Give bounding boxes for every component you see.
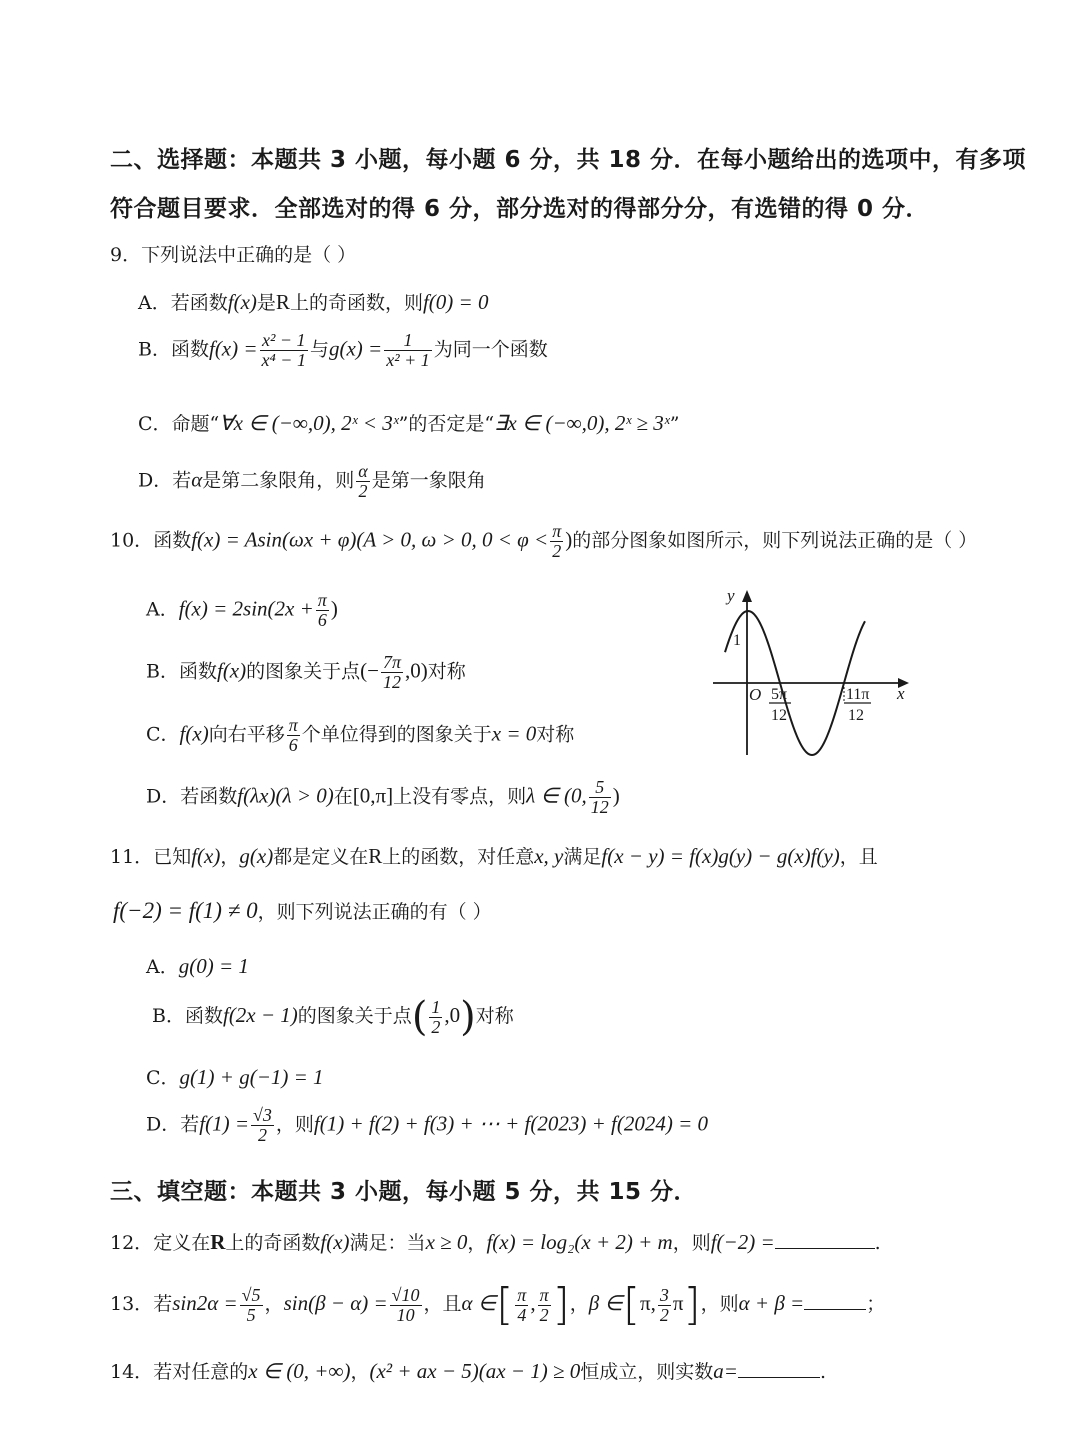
math: f(x) — [179, 721, 209, 746]
text: 已知 — [153, 846, 192, 868]
text: 若 — [153, 1293, 173, 1315]
denominator: 2 — [552, 540, 562, 561]
fraction — [381, 653, 403, 692]
question-12 — [110, 1228, 881, 1255]
right-bracket-icon: ] — [683, 1279, 701, 1330]
text: ”的否定是“ — [398, 413, 495, 435]
math: g(x) — [239, 844, 274, 868]
fraction — [550, 522, 563, 561]
question-number: 10． — [110, 529, 154, 552]
text: 是 — [256, 292, 276, 314]
question-number: 14． — [110, 1361, 154, 1383]
left-bracket-icon: [ — [496, 1279, 514, 1330]
q11-option-b — [152, 994, 514, 1040]
numerator: 1 — [384, 331, 432, 351]
question-9-stem: 9．下列说法中正确的是（ ） — [110, 244, 357, 266]
denominator: 10 — [396, 1304, 415, 1325]
text: 若对任意的 — [153, 1361, 249, 1383]
section-2-heading: 二、选择题：本题共 3 小题，每小题 6 分，共 18 分．在每小题给出的选项中，有多项 — [110, 147, 1027, 173]
text: ” — [669, 413, 680, 435]
fraction — [390, 1286, 422, 1325]
denominator: 6 — [317, 609, 327, 630]
fraction — [251, 1106, 274, 1145]
denominator: 4 — [517, 1304, 527, 1325]
text: 若 — [180, 1113, 200, 1136]
text: ，且 — [839, 846, 878, 868]
math: π, — [639, 1291, 656, 1315]
question-10-stem — [110, 522, 977, 561]
option-label: B． — [152, 1005, 185, 1027]
math: f(x) = 2sin(2x + — [178, 596, 314, 621]
fraction — [316, 591, 329, 630]
math: sin(β − α) = — [283, 1291, 388, 1315]
math: [0,π] — [352, 783, 394, 808]
text: 对称 — [536, 723, 575, 746]
text: 个单位得到的图象关于 — [301, 723, 492, 746]
denominator: 2 — [659, 1304, 669, 1325]
math: g(0) = 1 — [178, 954, 249, 978]
math: ,0 — [444, 1003, 461, 1027]
denominator: 2 — [257, 1124, 267, 1145]
text: 上的奇函数 — [225, 1232, 321, 1254]
denominator: x² + 1 — [386, 349, 430, 370]
math: β ∈ — [588, 1291, 623, 1315]
text: 的图象关于点 — [297, 1005, 412, 1027]
text: 对称 — [427, 660, 466, 683]
numerator: 1 — [431, 996, 441, 1017]
numerator: π — [288, 715, 298, 735]
text: 若函数 — [170, 292, 228, 314]
math: f(x) — [320, 1230, 350, 1254]
text: ， — [569, 1293, 589, 1315]
comma: , — [530, 1291, 536, 1315]
numerator: √10 — [391, 1284, 420, 1305]
numerator: x² − 1 — [260, 331, 308, 351]
math: (− — [360, 658, 379, 683]
math: R — [210, 1230, 226, 1254]
left-bracket-icon: [ — [622, 1279, 640, 1330]
q11-option-d — [146, 1106, 708, 1145]
text: 定义在 — [153, 1232, 211, 1254]
math: f(λx)(λ > 0) — [237, 783, 334, 808]
text: 若 — [172, 469, 192, 492]
math: ∃x ∈ (−∞,0), 2ˣ ≥ 3ˣ — [494, 411, 670, 435]
numerator: √3 — [253, 1105, 272, 1125]
text: 与 — [309, 338, 329, 361]
numerator: π — [552, 521, 562, 541]
q10-option-c — [146, 716, 574, 755]
math: g(1) + g(−1) = 1 — [179, 1065, 324, 1089]
question-number: 13． — [110, 1293, 154, 1315]
y-label: y — [727, 586, 735, 605]
section-3-heading: 三、填空题：本题共 3 小题，每小题 5 分，共 15 分． — [110, 1179, 698, 1205]
fraction — [658, 1286, 671, 1325]
text: . — [819, 1361, 826, 1383]
math: f(2x − 1) — [222, 1003, 298, 1027]
q11-option-c — [146, 1063, 324, 1090]
math: a= — [713, 1359, 738, 1383]
text: 满足 — [563, 846, 602, 868]
text: 是第二象限角，则 — [202, 469, 355, 492]
math: g(x) = — [328, 336, 383, 361]
text: 恒成立，则实数 — [580, 1361, 714, 1383]
tick-5pi-numerator: 5π — [771, 686, 788, 703]
tick-11pi-denominator: 12 — [848, 707, 864, 724]
y-axis-arrow — [742, 590, 752, 602]
math: π — [672, 1291, 684, 1315]
math: λ ∈ (0, — [526, 783, 587, 808]
option-label: A． — [146, 598, 179, 621]
math: x ≥ 0 — [425, 1230, 468, 1254]
math: f(1) + f(2) + f(3) + ⋯ + f(2023) + f(2024) = 0 — [313, 1111, 709, 1136]
text: 为同一个函数 — [433, 338, 548, 361]
question-11-stem — [110, 842, 878, 869]
denominator: 5 — [246, 1304, 256, 1325]
option-label: D． — [146, 785, 181, 808]
q10-option-b — [146, 653, 466, 692]
math: R — [275, 290, 290, 314]
fraction — [356, 462, 369, 501]
math: x ∈ (0, +∞) — [248, 1359, 351, 1383]
text: 对称 — [475, 1005, 514, 1027]
option-label: A． — [146, 956, 179, 978]
numerator: 3 — [659, 1284, 669, 1305]
right-paren-icon: ) — [460, 994, 476, 1040]
text: ， — [220, 846, 240, 868]
math: (x² + ax − 5)(ax − 1) ≥ 0 — [369, 1359, 581, 1383]
origin-label: O — [749, 685, 762, 704]
text: 是第一象限角 — [371, 469, 486, 492]
fraction — [287, 716, 300, 755]
math: f(1) = — [199, 1111, 249, 1136]
denominator: 12 — [383, 671, 402, 692]
text: ，则下列说法正确的有（ ） — [257, 901, 492, 923]
text: ，则 — [672, 1232, 711, 1254]
numerator: π — [317, 590, 327, 610]
q10-option-d — [146, 778, 620, 817]
math: α + β = — [738, 1291, 805, 1315]
option-label: D． — [146, 1113, 181, 1136]
math: x, y — [534, 844, 564, 868]
option-label: A． — [138, 292, 171, 314]
text: ； — [866, 1293, 886, 1315]
text: ， — [264, 1293, 284, 1315]
tick-5pi-denominator: 12 — [771, 707, 787, 724]
math: ) — [565, 527, 573, 552]
question-number: 12． — [110, 1232, 154, 1254]
text: 在 — [333, 785, 353, 808]
fraction — [429, 998, 442, 1037]
question-13 — [110, 1279, 886, 1330]
option-label: B． — [146, 660, 179, 683]
denominator: x⁴ − 1 — [261, 349, 306, 370]
section-2-heading-cont: 符合题目要求．全部选对的得 6 分，部分选对的得部分分，有选错的得 0 分． — [110, 196, 930, 222]
numerator: π — [517, 1284, 527, 1305]
numerator: π — [539, 1284, 549, 1305]
text: ，则 — [700, 1293, 739, 1315]
q9-option-b — [138, 331, 548, 370]
option-label: C． — [146, 1067, 180, 1089]
math: f(x) — [191, 844, 221, 868]
math: f(0) = 0 — [422, 290, 489, 314]
option-label: C． — [146, 723, 180, 746]
left-paren-icon: ( — [411, 994, 428, 1040]
math: f(x) — [227, 290, 257, 314]
fraction — [240, 1286, 263, 1325]
numerator: 7π — [383, 652, 402, 672]
text: . — [874, 1232, 881, 1254]
q9-option-a — [138, 288, 488, 315]
text: 函数 — [178, 660, 217, 683]
text: 若函数 — [180, 785, 238, 808]
math: f(x) = log₂(x + 2) + m — [486, 1230, 673, 1254]
text: 向右平移 — [208, 723, 285, 746]
denominator: 2 — [431, 1016, 441, 1037]
option-label: B． — [138, 338, 171, 361]
option-label: D． — [138, 469, 173, 492]
text: ， — [350, 1361, 370, 1383]
fraction — [384, 331, 432, 370]
text: ，则 — [275, 1113, 314, 1136]
answer-blank[interactable] — [804, 1293, 866, 1310]
text: 都是定义在 — [273, 846, 369, 868]
y-tick-1: 1 — [733, 632, 741, 649]
math: ,0) — [405, 658, 428, 683]
math: α — [191, 467, 203, 492]
right-bracket-icon: ] — [552, 1279, 570, 1330]
x-label: x — [897, 684, 905, 703]
math: ) — [330, 596, 338, 621]
q11-option-a — [146, 952, 249, 979]
answer-blank[interactable] — [738, 1361, 820, 1378]
question-number: 11． — [110, 846, 154, 868]
text: ，且 — [423, 1293, 462, 1315]
text: 函数 — [153, 529, 192, 552]
math: R — [368, 844, 383, 868]
text: 的图象关于点 — [246, 660, 361, 683]
fraction — [515, 1286, 528, 1325]
math: f(−2) = — [710, 1230, 775, 1254]
math: f(x) — [216, 658, 247, 683]
tick-11pi-numerator: 11π — [846, 686, 870, 703]
text: ， — [467, 1232, 487, 1254]
text: 函数 — [184, 1005, 223, 1027]
fraction — [538, 1286, 551, 1325]
question-11-stem-cont — [113, 897, 492, 924]
q9-option-d — [138, 462, 486, 501]
denominator: 2 — [539, 1304, 549, 1325]
numerator: α — [358, 461, 368, 481]
math: f(x) = Asin(ωx + φ)(A > 0, ω > 0, 0 < φ < — [191, 527, 549, 552]
numerator: 5 — [589, 778, 611, 798]
question-14 — [110, 1357, 826, 1384]
fraction — [260, 331, 308, 370]
math: ∀x ∈ (−∞,0), 2ˣ < 3ˣ — [219, 411, 399, 435]
option-label: C． — [138, 413, 172, 435]
math: f(x) = — [208, 336, 258, 361]
math: α ∈ — [461, 1291, 497, 1315]
numerator: √5 — [241, 1284, 261, 1305]
math: ) — [612, 783, 620, 808]
text: 的部分图象如图所示，则下列说法正确的是（ ） — [572, 529, 978, 552]
math: sin2α = — [172, 1291, 238, 1315]
text: 命题“ — [171, 413, 220, 435]
math: f(−2) = f(1) ≠ 0 — [113, 898, 258, 923]
denominator: 2 — [358, 480, 368, 501]
text: 函数 — [170, 338, 209, 361]
text: 上的奇函数，则 — [289, 292, 423, 314]
text: 上的函数，对任意 — [382, 846, 535, 868]
text: 上没有零点，则 — [393, 785, 527, 808]
math: x = 0 — [491, 721, 537, 746]
fraction — [589, 778, 611, 817]
sine-graph-figure — [705, 583, 915, 763]
text: 满足：当 — [349, 1232, 426, 1254]
q9-option-c — [138, 409, 679, 436]
denominator: 12 — [590, 796, 609, 817]
math: f(x − y) = f(x)g(y) − g(x)f(y) — [601, 844, 840, 868]
q10-option-a — [146, 591, 338, 630]
denominator: 6 — [288, 734, 298, 755]
answer-blank[interactable] — [775, 1232, 875, 1249]
